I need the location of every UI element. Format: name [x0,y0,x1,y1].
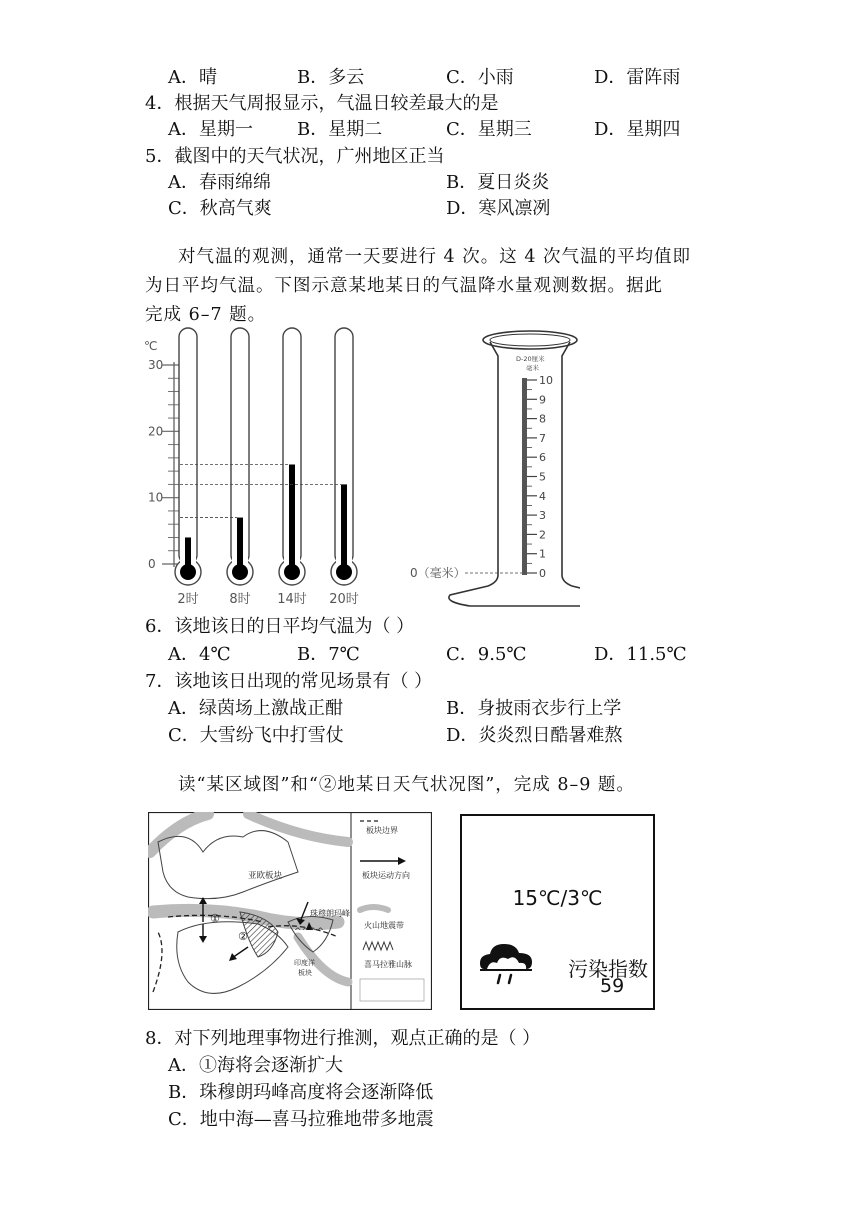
passage-1-line-1: 对气温的观测，通常一天要进行 4 次。这 4 次气温的平均值即 [178,247,692,267]
temp-axis [148,358,180,571]
q4-option-a: A．星期一 [168,119,253,140]
gauge-tick-label: 7 [539,431,546,445]
q7-option-b: B．身披雨衣步行上学 [446,698,622,719]
map-himalaya-zigzag: ^^^^ [294,927,325,937]
gauge-unit-label: 毫米 [526,364,539,372]
pollution-label: 污染指数 [568,957,648,981]
thermometer-time-label: 8时 [229,592,251,607]
q5-stem: 5．截图中的天气状况，广州地区正当 [145,146,445,167]
passage-2-line-1: 读“某区域图”和“②地某日天气状况图”，完成 8–9 题。 [178,775,635,795]
thermometer-2时 [175,328,201,607]
thermometer-figure [140,320,580,610]
q6-stem: 6．该地该日的日平均气温为（ ） [145,616,415,637]
passage-1-line-2: 为日平均气温。下图示意某地某日的气温降水量观测数据。据此 [145,276,663,296]
q8-option-b: B．珠穆朗玛峰高度将会逐渐降低 [168,1082,434,1103]
gauge-tick-label: 6 [539,451,546,465]
gauge-tick-label: 5 [539,470,546,484]
temp-guide-lines [180,465,341,518]
passage-1-line-3: 完成 6–7 题。 [145,305,267,325]
temp-tick-label: 0 [148,557,156,571]
thermometer-time-label: 14时 [277,592,307,607]
temp-tick-label: 10 [148,490,164,505]
map-indian-label-2: 板块 [298,969,312,977]
passage-2 [145,771,725,800]
pollution-value: 59 [600,975,625,997]
thermometer-time-label: 2时 [177,592,199,607]
q6-option-c: C．9.5℃ [446,644,527,665]
q3-option-b: B．多云 [297,67,365,88]
thermometers [175,328,359,607]
weather-temps: 15℃/3℃ [512,886,603,910]
q5-option-d: D．寒风凛冽 [446,198,551,219]
q6-option-a: A．4℃ [168,644,231,665]
gauge-tick-label: 9 [539,393,546,407]
gauge-tick-label: 8 [539,412,546,426]
gauge-zero-label: 0（毫米） [410,566,466,580]
rain-gauge [449,331,580,606]
gauge-tick-label: 4 [539,489,546,503]
map-indian-label-1: 印度洋 [294,959,315,967]
q7-stem: 7．该地该日出现的常见场景有（ ） [145,671,433,692]
region-map [148,812,432,1010]
q3-option-d: D．雷阵雨 [594,67,681,88]
legend-motion-label: 板块运动方向 [362,871,410,880]
q6-option-d: D．11.5℃ [594,644,687,665]
passage-1 [145,243,725,330]
gauge-tick-label: 0 [539,567,546,580]
gauge-tick-label: 1 [539,547,546,561]
q4-option-c: C．星期三 [446,119,532,140]
q4-option-b: B．星期二 [297,119,383,140]
map-marker-2: ② [238,930,248,943]
legend-boundary-label: 板块边界 [366,826,398,835]
thermometer-reading-8时 [237,518,243,572]
gauge-tick-label: 2 [539,528,546,542]
thermometer-20时 [329,328,359,607]
legend-himalaya-label: 喜马拉雅山脉 [364,960,412,969]
q7-option-c: C．大雪纷飞中打雪仗 [168,725,344,746]
thermometer-reading-20时 [341,484,347,572]
rain-cloud-icon [478,941,534,987]
q6-option-b: B．7℃ [297,644,360,665]
q8-option-c: C．地中海—喜马拉雅地带多地震 [168,1109,434,1130]
gauge-tick-label: 10 [539,374,553,387]
gauge-top-label: D-20厘米 [516,355,545,363]
q4-option-d: D．星期四 [594,119,681,140]
thermometer-time-label: 20时 [329,592,359,607]
q5-option-b: B．夏日炎炎 [446,172,550,193]
thermometer-14时 [277,328,307,607]
thermometer-tube [179,328,197,564]
map-eurasia-label: 亚欧板块 [248,871,283,881]
q8-option-a: A．①海将会逐渐扩大 [168,1055,343,1076]
thermometer-8时 [227,328,253,607]
q8-stem: 8．对下列地理事物进行推测，观点正确的是（ ） [145,1028,541,1049]
temp-tick-label: 30 [148,358,164,372]
weather-card [460,814,655,1010]
map-marker-1: ① [210,912,220,925]
legend-volcano-label: 火山地震带 [364,921,404,930]
q3-option-c: C．小雨 [446,67,514,88]
q4-stem: 4．根据天气周报显示，气温日较差最大的是 [145,93,499,114]
temp-tick-label: 20 [148,424,164,439]
q3-option-a: A．晴 [168,67,217,88]
q7-option-a: A．绿茵场上激战正酣 [168,698,343,719]
q5-option-c: C．秋高气爽 [168,198,272,219]
q5-option-a: A．春雨绵绵 [168,172,271,193]
temp-unit-label: ℃ [144,339,158,353]
gauge-scale-bar [522,378,527,575]
thermometer-reading-14时 [289,465,295,573]
map-everest-label: 珠穆朗玛峰 [310,909,350,918]
gauge-tick-label: 3 [539,509,546,523]
q7-option-d: D．炎炎烈日酷暑难熬 [446,725,623,746]
thermometer-reading-2时 [185,537,191,572]
